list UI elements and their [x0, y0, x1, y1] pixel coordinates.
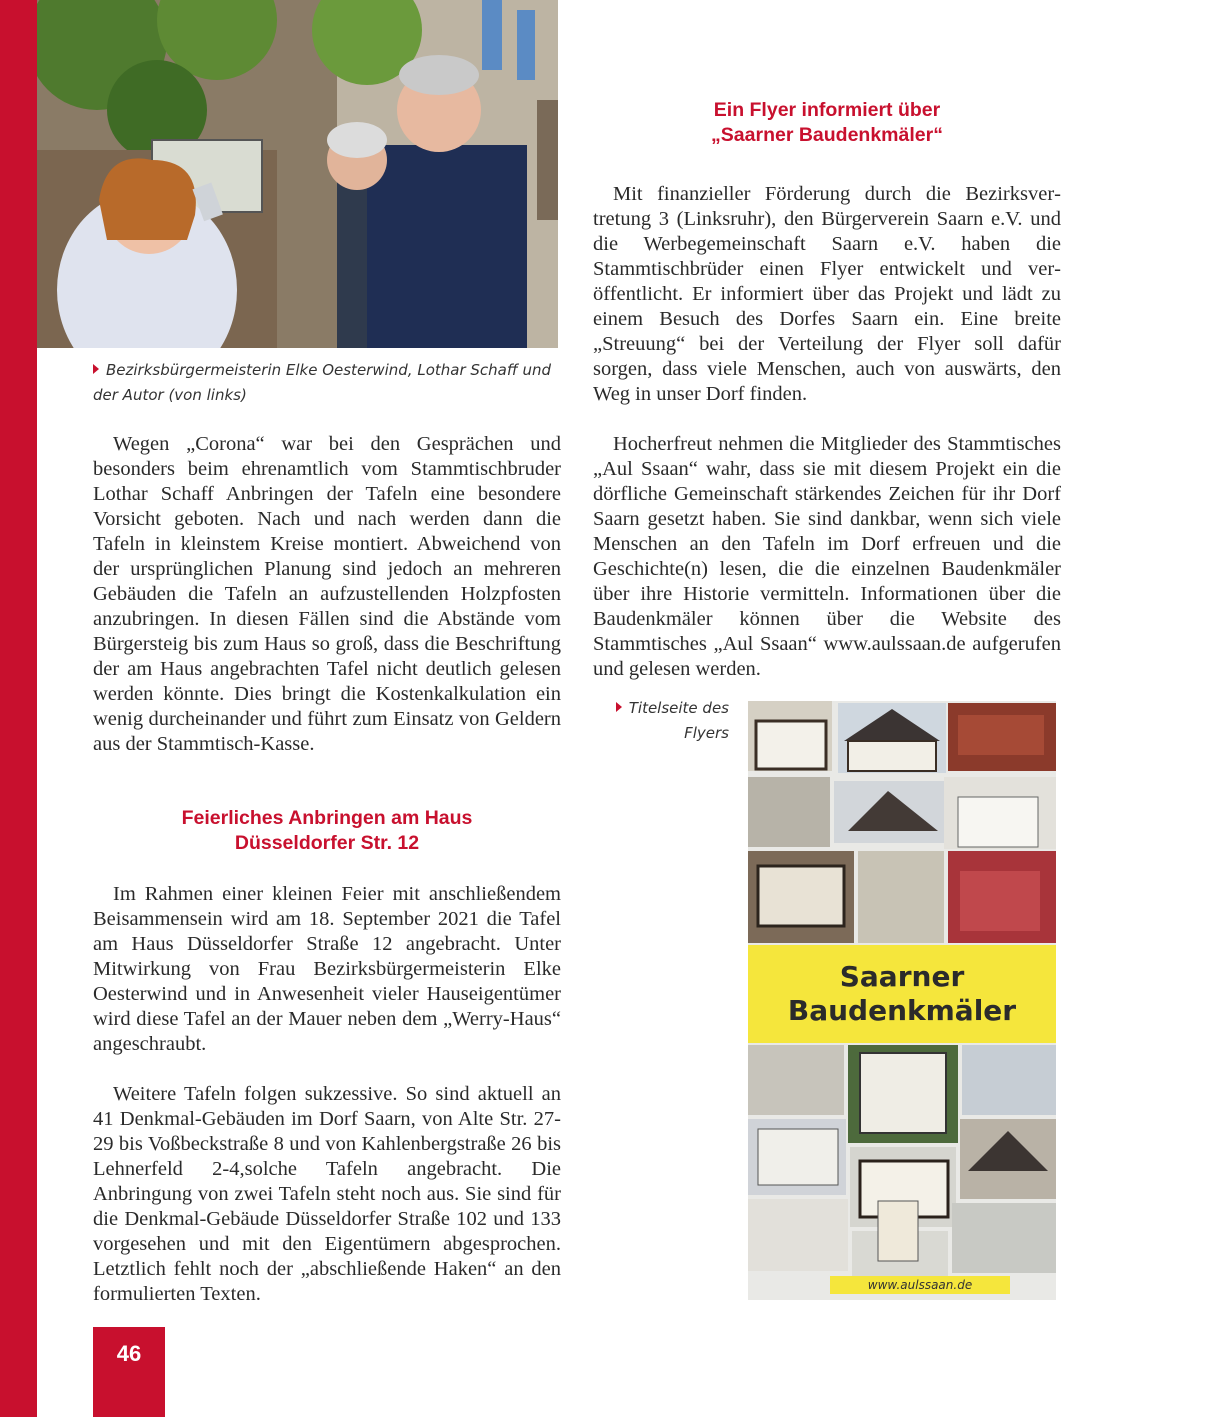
flyer-title: Saarner Baudenkmäler [748, 945, 1056, 1043]
page-number: 46 [93, 1327, 165, 1417]
flyer-url: www.aulssaan.de [830, 1276, 1010, 1294]
right-paragraph-2: Hocherfreut nehmen die Mitglieder des Stammtisches „Aul Ssaan“ wahr, dass sie mit diesem Projekt ein die dörfliche Gemeinschaft stärkendes Zeichen für ihr Dorf Saarn gesetzt haben. Sie sind dankbar, wenn sich viele Menschen an den Tafeln im Dorf erfreuen und die Geschichte(n) lesen, die die einzelnen Baudenkmäler über ihre Historie vermitteln. Informationen über die Baudenkmäler können über die Website des Stammtisches „Aul Ssaan“ www.aulssaan.de aufgerufen und gelesen werden. [593, 433, 1061, 680]
photo-caption: Bezirksbürgermeisterin Elke Oesterwind, Lothar Schaff und der Autor (von links) [93, 361, 551, 404]
left-paragraph-1: Wegen „Corona“ war bei den Gesprächen und besonders beim ehrenamtlich vom Stammtischbruder Lothar Schaff Anbringen der Tafeln eine besondere Vorsicht geboten. Nach und nach werden dann die Tafeln in kleinstem Kreise montiert. Abweichend von der ursprünglichen Planung sind jedoch an mehreren Gebäuden die Tafeln an aufzustellenden Holzpfosten anzubringen. In diesen Fällen sind die Abstände vom Bürgersteig bis zum Haus so groß, dass die Beschriftung der am Haus angebrachten Tafel nicht deutlich gelesen werden könnte. Dies bringt die Kostenkalkulation ein wenig durcheinander und führt zum Einsatz von Geldern aus der Stammtisch-Kasse. [93, 433, 561, 755]
caption-marker-icon [616, 702, 622, 712]
page-edge-bar [0, 0, 37, 1417]
left-paragraph-2: Im Rahmen einer kleinen Feier mit anschließendem Beisammensein wird am 18. September 2021 die Tafel am Haus Düsseldorfer Straße 12 angebracht. Unter Mitwirkung von Frau Bezirksbürgermeisterin Elke Oesterwind und in Anwesenheit vieler Hauseigentümer wird diese Tafel an der Mauer neben dem „Werry-Haus“ angeschraubt. [93, 883, 561, 1055]
right-paragraph-1: Mit finanzieller Förderung durch die Bezirksvertretung 3 (Linksruhr), den Bürgerverein Saarn e.V. und die Werbegemeinschaft Saarn e.V. haben die Stammtischbrüder einen Flyer entwickelt und veröffentlicht. Er informiert über das Projekt und lädt zu einem Besuch des Dorfes Saarn ein. Eine breite „Streuung“ bei der Verteilung der Flyer soll dafür sorgen, dass viele Menschen, auch von auswärts, den Weg in unser Dorf finden. [593, 183, 1061, 405]
left-section-heading: Feierliches Anbringen am Haus Düsseldorfer Str. 12 [181, 807, 473, 854]
flyer-cover-image [748, 701, 1056, 1300]
flyer-caption: Titelseite des Flyers [593, 696, 729, 746]
left-paragraph-3: Weitere Tafeln folgen sukzessive. So sind aktuell an 41 Denkmal-Gebäuden im Dorf Saarn, von Alte Str. 27-29 bis Voßbeckstraße 8 und von Kahlenbergstraße 26 bis Lehnerfeld 2-4,solche Tafeln angebracht. Die Anbringung von zwei Tafeln steht noch aus. Sie sind für die Denkmal-Gebäude Düsseldorfer Straße 102 und 133 vorgesehen und mit den Eigentümern abgesprochen. Letztlich fehlt noch der „abschließende Haken“ an den formulierten Texten. [93, 1083, 561, 1305]
right-section-heading: Ein Flyer informiert über „Saarner Baudenkmäler“ [711, 99, 943, 146]
group-photo [37, 0, 558, 348]
caption-marker-icon [93, 364, 99, 374]
